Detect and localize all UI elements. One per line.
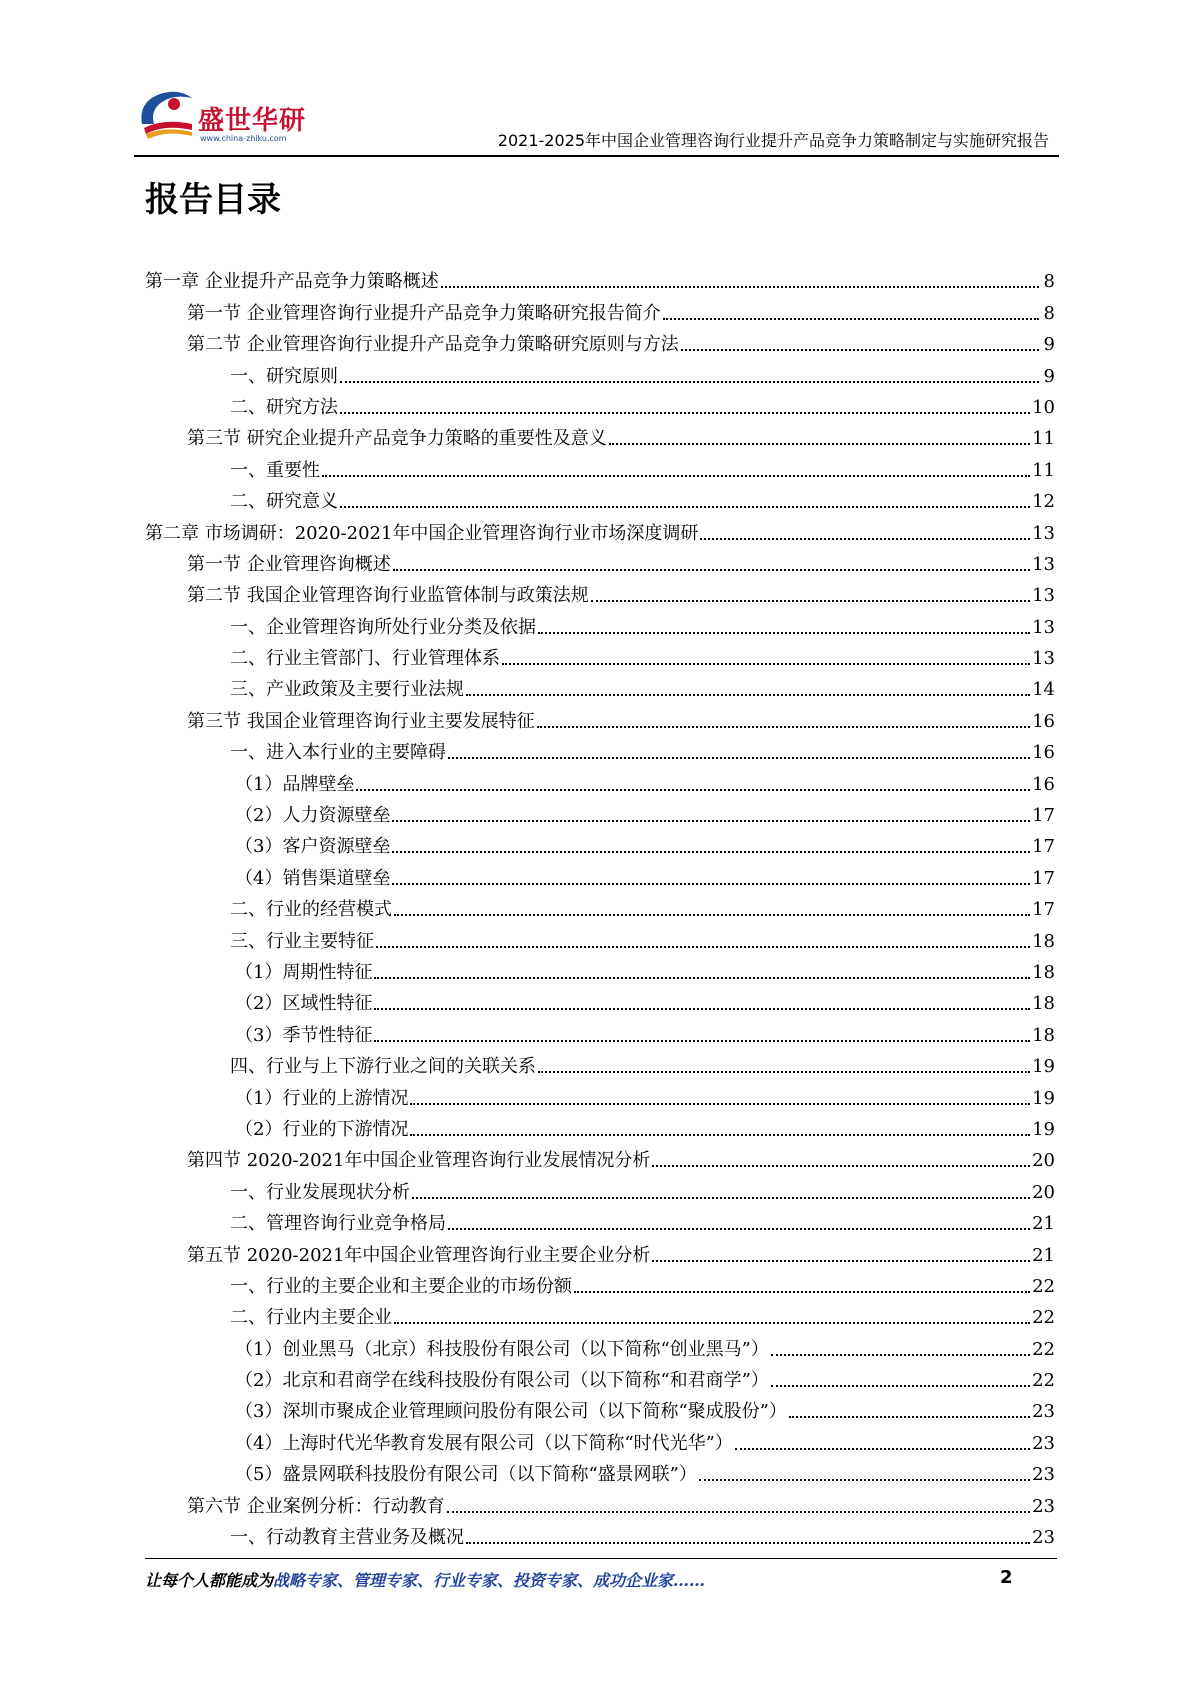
toc-entry-page: 18 xyxy=(1032,993,1055,1015)
toc-dot-leader xyxy=(700,537,1030,540)
toc-dot-leader xyxy=(538,1070,1030,1073)
toc-entry[interactable] xyxy=(145,576,1055,607)
logo-emblem-icon xyxy=(134,84,204,144)
toc-dot-leader xyxy=(374,976,1030,979)
toc-entry[interactable] xyxy=(145,419,1055,450)
toc-entry-page: 16 xyxy=(1032,773,1055,795)
toc-entry-page: 22 xyxy=(1032,1307,1055,1329)
toc-entry-page: 22 xyxy=(1032,1338,1055,1360)
toc-entry[interactable] xyxy=(145,639,1055,670)
toc-entry[interactable] xyxy=(145,450,1055,481)
toc-dot-leader xyxy=(609,442,1030,445)
toc-dot-leader xyxy=(466,693,1030,696)
toc-entry-title: （1）品牌壁垒 xyxy=(235,773,355,795)
toc-entry[interactable] xyxy=(145,482,1055,513)
footer-slogan xyxy=(145,1568,705,1591)
toc-entry-page: 18 xyxy=(1032,961,1055,983)
toc-entry-title: （4）销售渠道壁垒 xyxy=(235,867,391,889)
toc-dot-leader xyxy=(652,1164,1030,1167)
logo-text: 盛世华研 xyxy=(198,106,307,136)
toc-entry-page: 9 xyxy=(1043,334,1055,356)
toc-entry[interactable] xyxy=(145,1486,1055,1517)
toc-entry-title: （3）客户资源壁垒 xyxy=(235,836,391,858)
toc-entry-page: 17 xyxy=(1032,805,1055,827)
toc-dot-leader xyxy=(374,1039,1030,1042)
toc-entry-title: （1）周期性特征 xyxy=(235,961,373,983)
toc-entry[interactable] xyxy=(145,545,1055,576)
toc-entry[interactable] xyxy=(145,984,1055,1015)
toc-entry-title: 第三节 研究企业提升产品竞争力策略的重要性及意义 xyxy=(187,428,607,450)
toc-dot-leader xyxy=(441,285,1039,288)
toc-dot-leader xyxy=(374,1007,1030,1010)
toc-entry-page: 17 xyxy=(1032,867,1055,889)
toc-dot-leader xyxy=(340,380,1039,383)
toc-entry-page: 14 xyxy=(1032,679,1055,701)
toc-entry-title: 二、行业内主要企业 xyxy=(230,1307,392,1329)
toc-dot-leader xyxy=(412,1196,1030,1199)
toc-entry-page: 23 xyxy=(1032,1527,1055,1549)
toc-dot-leader xyxy=(410,1102,1030,1105)
toc-entry-page: 13 xyxy=(1032,585,1055,607)
toc-entry-page: 20 xyxy=(1032,1181,1055,1203)
toc-dot-leader xyxy=(340,505,1030,508)
toc-entry-page: 16 xyxy=(1032,742,1055,764)
toc-entry-page: 23 xyxy=(1032,1495,1055,1517)
toc-entry-title: （3）季节性特征 xyxy=(235,1024,373,1046)
toc-entry[interactable] xyxy=(145,1298,1055,1329)
toc-entry-title: 第一章 企业提升产品竞争力策略概述 xyxy=(145,271,439,293)
toc-entry[interactable] xyxy=(145,701,1055,732)
logo-url: www.china-zhiku.com xyxy=(200,134,287,143)
toc-entry[interactable] xyxy=(145,1015,1055,1046)
toc-entry-title: （4）上海时代光华教育发展有限公司（以下简称“时代光华”） xyxy=(235,1432,733,1454)
toc-entry[interactable] xyxy=(145,356,1055,387)
toc-dot-leader xyxy=(574,1290,1030,1293)
toc-entry[interactable] xyxy=(145,733,1055,764)
page-title: 报告目录 xyxy=(145,180,281,220)
toc-entry-title: 一、重要性 xyxy=(230,459,320,481)
toc-entry[interactable] xyxy=(145,1141,1055,1172)
toc-entry-title: （2）行业的下游情况 xyxy=(235,1118,409,1140)
toc-entry-page: 18 xyxy=(1032,930,1055,952)
toc-entry-title: （2）人力资源壁垒 xyxy=(235,805,391,827)
toc-entry-title: 第二章 市场调研：2020-2021年中国企业管理咨询行业市场深度调研 xyxy=(145,522,699,544)
toc-entry-title: 第二节 我国企业管理咨询行业监管体制与政策法规 xyxy=(187,585,589,607)
toc-entry[interactable] xyxy=(145,325,1055,356)
toc-entry[interactable] xyxy=(145,293,1055,324)
toc-entry-page: 11 xyxy=(1032,428,1055,450)
toc-entry[interactable] xyxy=(145,1267,1055,1298)
toc-entry-page: 22 xyxy=(1032,1275,1055,1297)
toc-entry[interactable] xyxy=(145,1361,1055,1392)
toc-dot-leader xyxy=(448,756,1030,759)
toc-entry[interactable] xyxy=(145,670,1055,701)
toc-entry-title: （2）区域性特征 xyxy=(235,993,373,1015)
toc-entry-page: 17 xyxy=(1032,899,1055,921)
toc-entry-page: 13 xyxy=(1032,522,1055,544)
slogan-highlight: 战略专家、管理专家、行业专家、投资专家、成功企业家…… xyxy=(273,1571,706,1590)
toc-entry-page: 22 xyxy=(1032,1370,1055,1392)
toc-entry-title: 四、行业与上下游行业之间的关联关系 xyxy=(230,1056,536,1078)
toc-entry[interactable] xyxy=(145,890,1055,921)
toc-dot-leader xyxy=(394,1321,1030,1324)
toc-dot-leader xyxy=(448,1227,1030,1230)
slogan-prefix: 让每个人都能成为 xyxy=(145,1571,274,1590)
toc-entry[interactable] xyxy=(145,764,1055,795)
company-logo xyxy=(134,84,324,154)
toc-entry-page: 13 xyxy=(1032,553,1055,575)
toc-entry-title: 二、行业的经营模式 xyxy=(230,899,392,921)
toc-entry[interactable] xyxy=(145,513,1055,544)
toc-entry-page: 23 xyxy=(1032,1401,1055,1423)
toc-dot-leader xyxy=(591,599,1030,602)
toc-entry-page: 16 xyxy=(1032,710,1055,732)
toc-entry-page: 18 xyxy=(1032,1024,1055,1046)
toc-entry-title: 第三节 我国企业管理咨询行业主要发展特征 xyxy=(187,710,535,732)
toc-dot-leader xyxy=(393,568,1030,571)
toc-entry-title: （1）创业黑马（北京）科技股份有限公司（以下简称“创业黑马”） xyxy=(235,1338,769,1360)
toc-entry-title: 二、研究意义 xyxy=(230,491,338,513)
table-of-contents xyxy=(145,262,1055,1549)
toc-entry[interactable] xyxy=(145,1518,1055,1549)
header-divider xyxy=(134,155,1059,157)
toc-entry-page: 21 xyxy=(1032,1244,1055,1266)
toc-dot-leader xyxy=(537,725,1030,728)
toc-entry-title: 三、产业政策及主要行业法规 xyxy=(230,679,464,701)
toc-entry-title: 第六节 企业案例分析：行动教育 xyxy=(187,1495,445,1517)
toc-dot-leader xyxy=(699,1478,1030,1481)
toc-entry-title: （2）北京和君商学在线科技股份有限公司（以下简称“和君商学”） xyxy=(235,1370,769,1392)
toc-entry-title: 二、研究方法 xyxy=(230,396,338,418)
toc-entry-page: 23 xyxy=(1032,1464,1055,1486)
toc-entry-page: 20 xyxy=(1032,1150,1055,1172)
toc-entry-title: 第二节 企业管理咨询行业提升产品竞争力策略研究原则与方法 xyxy=(187,334,679,356)
toc-entry[interactable] xyxy=(145,1204,1055,1235)
toc-entry-title: 第一节 企业管理咨询行业提升产品竞争力策略研究报告简介 xyxy=(187,302,661,324)
toc-entry-page: 8 xyxy=(1043,271,1055,293)
toc-entry[interactable] xyxy=(145,1078,1055,1109)
toc-dot-leader xyxy=(392,882,1030,885)
toc-entry-title: （1）行业的上游情况 xyxy=(235,1087,409,1109)
toc-entry[interactable] xyxy=(145,1329,1055,1360)
toc-entry-title: 二、行业主管部门、行业管理体系 xyxy=(230,648,500,670)
toc-entry-title: 一、行动教育主营业务及概况 xyxy=(230,1527,464,1549)
toc-entry-title: 一、行业的主要企业和主要企业的市场份额 xyxy=(230,1275,572,1297)
toc-entry[interactable] xyxy=(145,796,1055,827)
toc-entry[interactable] xyxy=(145,1423,1055,1454)
toc-entry-title: 一、企业管理咨询所处行业分类及依据 xyxy=(230,616,536,638)
toc-dot-leader xyxy=(681,348,1039,351)
toc-entry-page: 17 xyxy=(1032,836,1055,858)
toc-entry-page: 11 xyxy=(1032,459,1055,481)
toc-entry-title: （5）盛景网联科技股份有限公司（以下简称“盛景网联”） xyxy=(235,1464,697,1486)
toc-dot-leader xyxy=(538,631,1030,634)
toc-entry-page: 21 xyxy=(1032,1213,1055,1235)
toc-entry[interactable] xyxy=(145,388,1055,419)
toc-dot-leader xyxy=(771,1384,1030,1387)
toc-entry-title: 三、行业主要特征 xyxy=(230,930,374,952)
toc-entry[interactable] xyxy=(145,262,1055,293)
toc-entry-page: 8 xyxy=(1043,302,1055,324)
toc-entry-title: 一、研究原则 xyxy=(230,365,338,387)
toc-dot-leader xyxy=(340,411,1030,414)
toc-dot-leader xyxy=(502,662,1030,665)
toc-entry-title: 第一节 企业管理咨询概述 xyxy=(187,553,391,575)
toc-dot-leader xyxy=(663,317,1039,320)
toc-entry[interactable] xyxy=(145,1047,1055,1078)
toc-dot-leader xyxy=(410,1133,1030,1136)
toc-entry[interactable] xyxy=(145,1235,1055,1266)
toc-entry-page: 13 xyxy=(1032,648,1055,670)
toc-entry-page: 19 xyxy=(1032,1087,1055,1109)
toc-dot-leader xyxy=(447,1510,1030,1513)
toc-entry-page: 23 xyxy=(1032,1432,1055,1454)
toc-entry[interactable] xyxy=(145,1110,1055,1141)
toc-entry-page: 19 xyxy=(1032,1056,1055,1078)
page-number: 2 xyxy=(1000,1567,1013,1588)
toc-entry-title: 一、进入本行业的主要障碍 xyxy=(230,742,446,764)
toc-entry-title: 第五节 2020-2021年中国企业管理咨询行业主要企业分析 xyxy=(187,1244,651,1266)
toc-dot-leader xyxy=(376,945,1030,948)
toc-entry-page: 13 xyxy=(1032,616,1055,638)
footer-divider xyxy=(145,1558,1057,1559)
toc-dot-leader xyxy=(394,913,1030,916)
toc-entry-page: 19 xyxy=(1032,1118,1055,1140)
toc-dot-leader xyxy=(392,850,1030,853)
toc-entry-title: 二、管理咨询行业竞争格局 xyxy=(230,1213,446,1235)
toc-entry[interactable] xyxy=(145,1392,1055,1423)
toc-entry[interactable] xyxy=(145,1455,1055,1486)
toc-entry[interactable] xyxy=(145,921,1055,952)
toc-entry-title: 一、行业发展现状分析 xyxy=(230,1181,410,1203)
toc-entry-page: 9 xyxy=(1043,365,1055,387)
toc-entry-page: 12 xyxy=(1032,491,1055,513)
toc-entry[interactable] xyxy=(145,827,1055,858)
toc-entry-title: 第四节 2020-2021年中国企业管理咨询行业发展情况分析 xyxy=(187,1150,651,1172)
toc-entry-page: 10 xyxy=(1032,396,1055,418)
page-header xyxy=(134,78,1059,158)
toc-entry[interactable] xyxy=(145,858,1055,889)
toc-dot-leader xyxy=(771,1353,1030,1356)
toc-dot-leader xyxy=(652,1259,1030,1262)
toc-dot-leader xyxy=(392,819,1030,822)
toc-dot-leader xyxy=(356,788,1030,791)
toc-dot-leader xyxy=(789,1415,1030,1418)
toc-dot-leader xyxy=(735,1447,1030,1450)
toc-entry[interactable] xyxy=(145,607,1055,638)
toc-dot-leader xyxy=(322,474,1030,477)
toc-entry[interactable] xyxy=(145,1172,1055,1203)
toc-entry[interactable] xyxy=(145,953,1055,984)
report-header-title: 2021-2025年中国企业管理咨询行业提升产品竞争力策略制定与实施研究报告 xyxy=(497,131,1049,150)
toc-entry-title: （3）深圳市聚成企业管理顾问股份有限公司（以下简称“聚成股份”） xyxy=(235,1401,787,1423)
toc-dot-leader xyxy=(466,1541,1030,1544)
